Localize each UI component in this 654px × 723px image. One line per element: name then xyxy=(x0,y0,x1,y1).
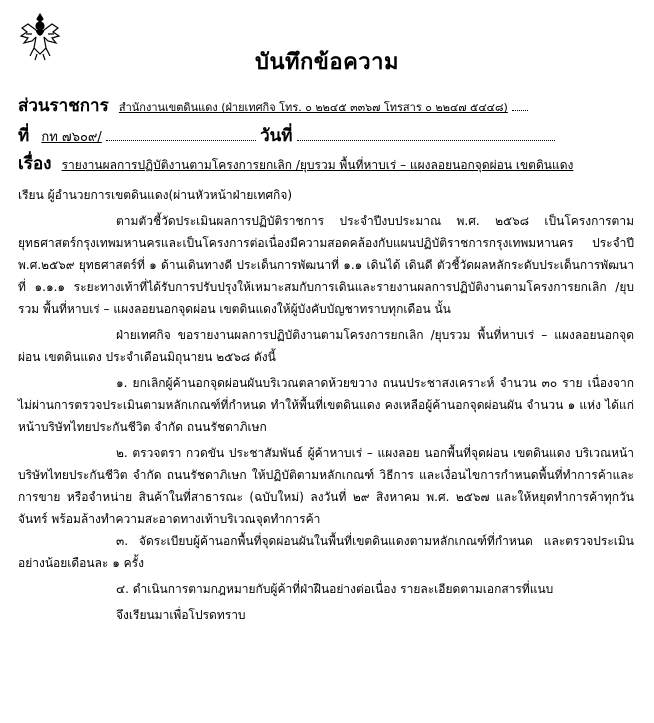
list-item-2: ๒. ตรวจตรา กวดขัน ประชาสัมพันธ์ ผู้ค้าหาบเร่ – แผงลอย นอกพื้นที่จุดผ่อน เขตดินแดง บริเวณหน้าบริษัทไทยประกันชีวิต จำกัด ถนนรัชดาภิเษก ให้ปฏิบัติตามหลักเกณฑ์ วิธีการ และเงื่อนไขการกำหนดพื้นที่ทำการค้าและการขาย หรือจำหน่าย สินค้าในที่สาธารณะ (ฉบับใหม่) ลงวันที่ ๒๙ สิงหาคม พ.ศ. ๒๕๖๗ และให้หยุดทำการค้าทุกวันจันทร์ พร้อมล้างทำความสะอาดทางเท้าบริเวณจุดทำการค้า xyxy=(18,446,635,526)
subject-field xyxy=(18,150,573,177)
list-item-4: ๔. ดำเนินการตามกฎหมายกับผู้ค้าที่ฝ่าฝืนอย่างต่อเนื่อง รายละเอียดตามเอกสารที่แนบ xyxy=(116,582,554,596)
paragraph-1: ตามตัวชี้วัดประเมินผลการปฏิบัติราชการ ประจำปีงบประมาณ พ.ศ. ๒๕๖๘ เป็นโครงการตามยุทธศาสตร์กรุงเทพมหานครและเป็นโครงการต่อเนื่องมีความสอดคล้องกับแผนปฏิบัติราชการกรุงเทพมหานคร ประจำปี พ.ศ.๒๕๖๙ ยุทธศาสตร์ที่ ๑ ด้านเดินทางดี ประเด็นการพัฒนาที่ ๑.๑ เดินได้ เดินดี ตัวชี้วัดผลหลักระดับประเด็นการพัฒนาที่ ๑.๑.๑ ระยะทางเท้าที่ได้รับการปรับปรุงให้เหมาะสมกับการเดินและรายงานผลการปฏิบัติงานตามโครงการยกเลิก /ยุบรวม พื้นที่หาบเร่ – แผงลอยนอกจุดผ่อน เขตดินแดงให้ผู้บังคับบัญชาทราบทุกเดือน นั้น xyxy=(18,214,634,316)
memo-body xyxy=(18,184,634,626)
date-dots xyxy=(297,139,555,141)
number-value: กท ๗๖๐๙/ xyxy=(41,130,102,145)
department-field xyxy=(18,92,528,119)
number-dots xyxy=(106,139,256,141)
paragraph-2: ฝ่ายเทศกิจ ขอรายงานผลการปฏิบัติงานตามโครงการยกเลิก /ยุบรวม พื้นที่หาบเร่ – แผงลอยนอกจุดผ่อน เขตดินแดง ประจำเดือนมิถุนายน ๒๕๖๘ ดังนี้ xyxy=(18,328,634,364)
salutation: เรียน ผู้อำนวยการเขตดินแดง(ผ่านหัวหน้าฝ่ายเทศกิจ) xyxy=(18,188,293,202)
closing: จึงเรียนมาเพื่อโปรดทราบ xyxy=(116,608,246,622)
memo-title: บันทึกข้อความ xyxy=(254,50,399,75)
subject-label: เรื่อง xyxy=(18,154,52,174)
list-item-1: ๑. ยกเลิกผู้ค้านอกจุดผ่อนผันบริเวณตลาดห้วยขวาง ถนนประชาสงเคราะห์ จำนวน ๓๐ ราย เนื่องจากไม่ผ่านการตรวจประเมินตามหลักเกณฑ์ที่กำหนด ทำให้พื้นที่เขตดินแดง คงเหลือผู้ค้านอกจุดผ่อนผัน จำนวน ๑ แห่ง ได้แก่ หน้าบริษัทไทยประกันชีวิต จำกัด ถนนรัชดาภิเษก xyxy=(18,376,634,434)
department-label: ส่วนราชการ xyxy=(18,96,109,116)
date-label: วันที่ xyxy=(260,126,293,146)
subject-value: รายงานผลการปฏิบัติงานตามโครงการยกเลิก /ยุบรวม พื้นที่หาบเร่ – แผงลอยนอกจุดผ่อน เขตดินแดง xyxy=(61,158,574,172)
number-date-field xyxy=(18,122,555,149)
list-item-3: ๓. จัดระเบียบผู้ค้านอกพื้นที่จุดผ่อนผันในพื้นที่เขตดินแดงตามหลักเกณฑ์ที่กำหนด และตรวจประเมินอย่างน้อยเดือนละ ๑ ครั้ง xyxy=(18,534,634,570)
department-value: สำนักงานเขตดินแดง (ฝ่ายเทศกิจ โทร. ๐ ๒๒๔๕ ๓๓๖๗ โทรสาร ๐ ๒๒๔๗ ๕๔๔๘) xyxy=(118,101,508,114)
number-label: ที่ xyxy=(18,126,30,146)
department-dots xyxy=(512,109,528,111)
